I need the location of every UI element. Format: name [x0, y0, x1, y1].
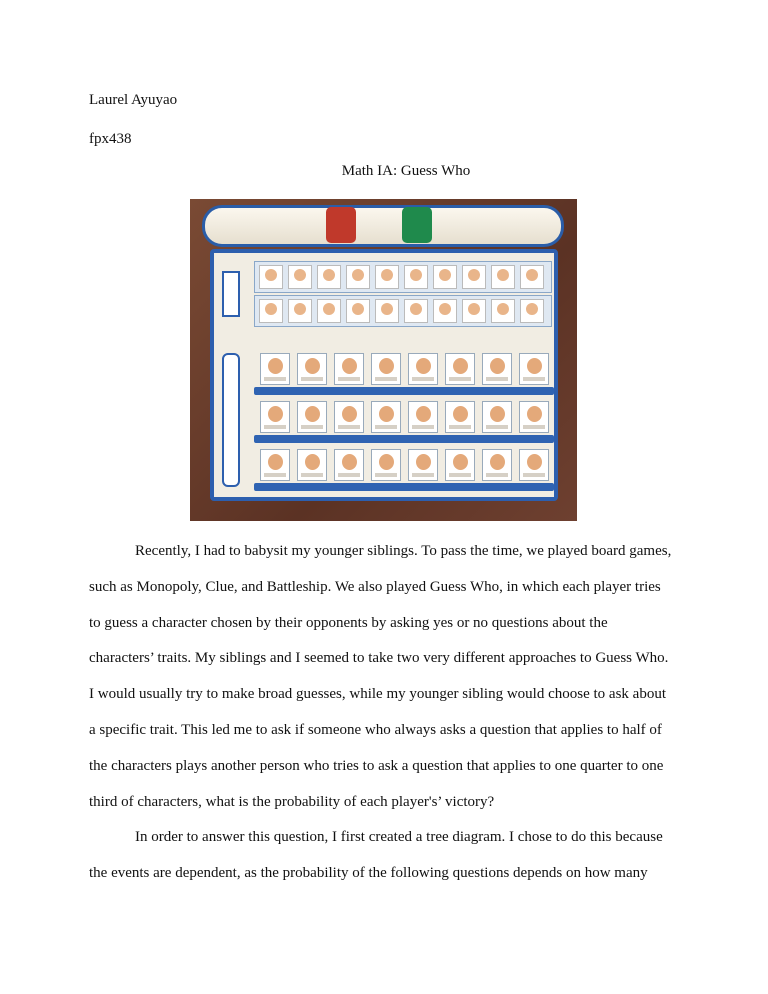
character-card — [482, 353, 512, 385]
character-card — [371, 449, 401, 481]
character-card — [408, 449, 438, 481]
character-card — [297, 353, 327, 385]
character-card — [371, 353, 401, 385]
paragraph-line: Recently, I had to babysit my younger siblings. To pass the time, we played board games, — [135, 543, 672, 559]
character-card — [334, 449, 364, 481]
mini-character-card — [433, 299, 457, 323]
mini-character-card — [433, 265, 457, 289]
character-card — [334, 353, 364, 385]
board-tray — [210, 249, 558, 501]
character-card — [519, 401, 549, 433]
mini-character-card — [404, 299, 428, 323]
character-card — [408, 401, 438, 433]
score-track — [222, 353, 240, 487]
mini-character-card — [346, 265, 370, 289]
character-card — [334, 401, 364, 433]
card-ledge — [254, 483, 554, 491]
character-card — [445, 353, 475, 385]
mini-character-card — [491, 265, 515, 289]
mini-character-card — [346, 299, 370, 323]
character-card — [445, 449, 475, 481]
mini-character-card — [317, 265, 341, 289]
character-card — [260, 401, 290, 433]
mini-character-card — [462, 299, 486, 323]
mini-character-card — [375, 265, 399, 289]
mini-character-card — [259, 299, 283, 323]
paragraph-line: I would usually try to make broad guesses, while my younger sibling would choose to ask about — [89, 686, 666, 703]
mini-character-card — [491, 299, 515, 323]
card-ledge — [254, 435, 554, 443]
character-card — [408, 353, 438, 385]
paragraph-line: characters’ traits. My siblings and I seemed to take two very different approaches to Guess Who. — [89, 650, 669, 667]
paragraph-line: to guess a character chosen by their opponents by asking yes or no questions about the — [89, 614, 608, 631]
student-id: fpx438 — [89, 131, 132, 147]
document-title: Math IA: Guess Who — [341, 163, 471, 179]
mini-character-card — [259, 265, 283, 289]
character-card — [297, 449, 327, 481]
character-strip — [254, 295, 552, 327]
paragraph-line: the characters plays another person who tries to ask a question that applies to one quarter to one — [89, 757, 664, 774]
mini-character-card — [288, 299, 312, 323]
character-card — [519, 353, 549, 385]
character-card — [519, 449, 549, 481]
character-card — [297, 401, 327, 433]
board-roller — [202, 205, 564, 247]
character-strip — [254, 261, 552, 293]
mini-character-card — [404, 265, 428, 289]
card-ledge — [254, 387, 554, 395]
mini-character-card — [317, 299, 341, 323]
paragraph-line: the events are dependent, as the probability of the following questions depends on how many — [89, 864, 648, 881]
mini-character-card — [520, 299, 544, 323]
character-card — [482, 401, 512, 433]
character-card — [445, 401, 475, 433]
character-card — [260, 353, 290, 385]
paragraph-line: In order to answer this question, I first created a tree diagram. I chose to do this because — [135, 829, 663, 845]
paragraph-line: such as Monopoly, Clue, and Battleship. We also played Guess Who, in which each player tries — [89, 578, 661, 595]
character-card — [260, 449, 290, 481]
author-name: Laurel Ayuyao — [89, 92, 178, 108]
red-cap — [326, 207, 356, 243]
paragraph-line: a specific trait. This led me to ask if someone who always asks a question that applies to half of — [89, 722, 662, 738]
character-card — [371, 401, 401, 433]
green-cap — [402, 207, 432, 243]
guess-who-board-photo — [190, 199, 577, 521]
paragraph-line: third of characters, what is the probability of each player's’ victory? — [89, 793, 495, 810]
character-card — [482, 449, 512, 481]
card-slot — [222, 271, 240, 317]
mini-character-card — [520, 265, 544, 289]
mini-character-card — [288, 265, 312, 289]
mini-character-card — [375, 299, 399, 323]
mini-character-card — [462, 265, 486, 289]
